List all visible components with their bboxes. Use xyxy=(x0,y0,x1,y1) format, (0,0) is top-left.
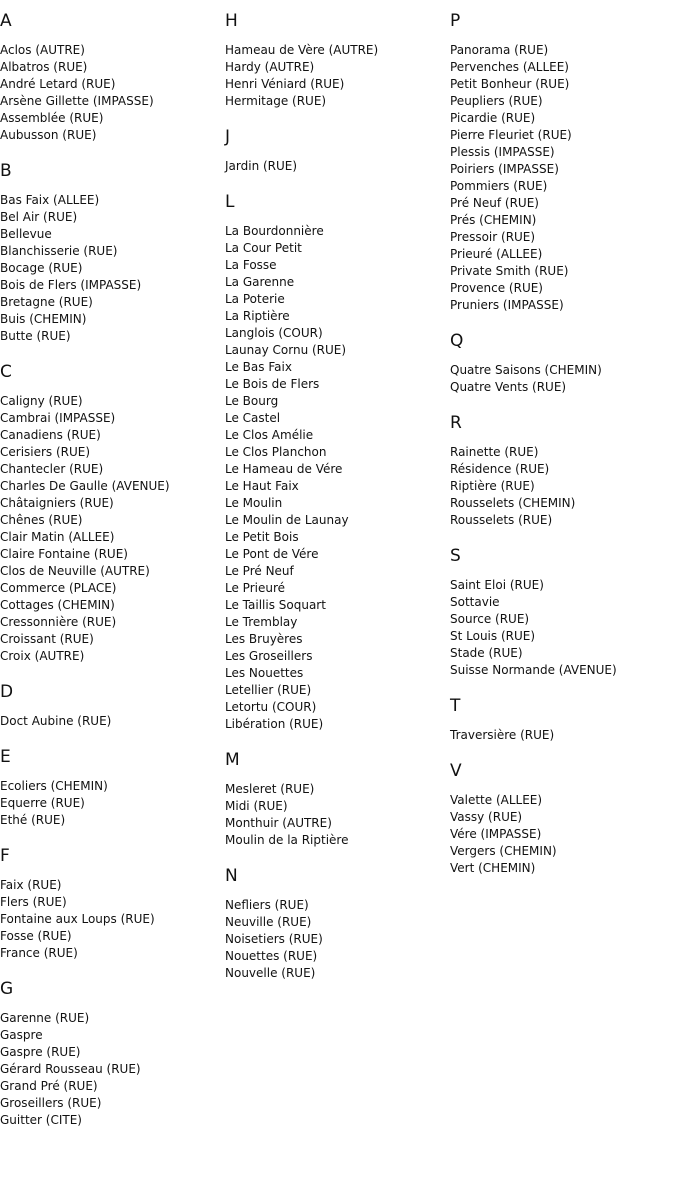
letter-heading: S xyxy=(450,546,461,566)
letter-group xyxy=(0,161,222,345)
street-item: Clair Matin (ALLEE) xyxy=(0,530,115,544)
letter-group xyxy=(0,11,222,144)
street-item: Le Moulin xyxy=(225,496,283,510)
street-item: Vert (CHEMIN) xyxy=(450,861,536,875)
street-item: Panorama (RUE) xyxy=(450,43,549,57)
street-item: Le Clos Planchon xyxy=(225,445,327,459)
street-item: Cambrai (IMPASSE) xyxy=(0,411,116,425)
street-item: Caligny (RUE) xyxy=(0,394,83,408)
street-item: Pierre Fleuriet (RUE) xyxy=(450,128,572,142)
street-item: Henri Véniard (RUE) xyxy=(225,77,345,91)
street-item: Le Bourg xyxy=(225,394,279,408)
street-index-column-2 xyxy=(225,11,447,999)
street-item: Les Nouettes xyxy=(225,666,304,680)
street-item: Provence (RUE) xyxy=(450,281,543,295)
street-item: Picardie (RUE) xyxy=(450,111,536,125)
letter-heading: N xyxy=(225,866,238,886)
street-item: André Letard (RUE) xyxy=(0,77,116,91)
street-item: Saint Eloi (RUE) xyxy=(450,578,544,592)
street-item: Prés (CHEMIN) xyxy=(450,213,537,227)
street-item: Vergers (CHEMIN) xyxy=(450,844,557,858)
street-item: Fontaine aux Loups (RUE) xyxy=(0,912,155,926)
street-item: Le Haut Faix xyxy=(225,479,299,493)
street-item: Commerce (PLACE) xyxy=(0,581,117,595)
letter-group xyxy=(0,682,222,730)
street-item: Châtaigniers (RUE) xyxy=(0,496,114,510)
street-item: Arsène Gillette (IMPASSE) xyxy=(0,94,154,108)
street-item: Le Clos Amélie xyxy=(225,428,314,442)
letter-heading: R xyxy=(450,413,462,433)
letter-group xyxy=(0,747,222,829)
street-item: Traversière (RUE) xyxy=(450,728,555,742)
letter-heading: F xyxy=(0,846,10,866)
street-item: Noisetiers (RUE) xyxy=(225,932,323,946)
street-item: Pervenches (ALLEE) xyxy=(450,60,569,74)
street-item: Jardin (RUE) xyxy=(225,159,298,173)
street-item: Rousselets (CHEMIN) xyxy=(450,496,576,510)
letter-heading: A xyxy=(0,11,12,31)
street-item: Flers (RUE) xyxy=(0,895,67,909)
street-item: Private Smith (RUE) xyxy=(450,264,569,278)
street-item: Albatros (RUE) xyxy=(0,60,88,74)
street-item: Pressoir (RUE) xyxy=(450,230,536,244)
letter-group xyxy=(225,866,447,982)
letter-group xyxy=(225,750,447,849)
street-item: Clos de Neuville (AUTRE) xyxy=(0,564,150,578)
street-item: Le Moulin de Launay xyxy=(225,513,349,527)
street-item: La Cour Petit xyxy=(225,241,302,255)
street-item: Fosse (RUE) xyxy=(0,929,72,943)
street-item: Gaspre (RUE) xyxy=(0,1045,81,1059)
letter-group xyxy=(225,11,447,110)
street-item: Aubusson (RUE) xyxy=(0,128,97,142)
street-item: Butte (RUE) xyxy=(0,329,71,343)
letter-heading: G xyxy=(0,979,14,999)
street-item: Bretagne (RUE) xyxy=(0,295,93,309)
street-item: Chênes (RUE) xyxy=(0,513,83,527)
street-item: La Bourdonnière xyxy=(225,224,324,238)
street-item: Hameau de Vère (AUTRE) xyxy=(225,43,379,57)
street-item: Les Bruyères xyxy=(225,632,303,646)
street-item: Plessis (IMPASSE) xyxy=(450,145,555,159)
street-item: Hermitage (RUE) xyxy=(225,94,327,108)
street-item: La Fosse xyxy=(225,258,277,272)
street-item: Moulin de la Riptière xyxy=(225,833,349,847)
street-item: Doct Aubine (RUE) xyxy=(0,714,112,728)
street-item: Le Tremblay xyxy=(225,615,298,629)
street-item: La Poterie xyxy=(225,292,285,306)
street-item: Cerisiers (RUE) xyxy=(0,445,91,459)
street-item: Gaspre xyxy=(0,1028,43,1042)
street-item: Hardy (AUTRE) xyxy=(225,60,315,74)
street-item: Pruniers (IMPASSE) xyxy=(450,298,564,312)
street-item: France (RUE) xyxy=(0,946,78,960)
street-item: Letellier (RUE) xyxy=(225,683,312,697)
street-item: Source (RUE) xyxy=(450,612,530,626)
street-item: Mesleret (RUE) xyxy=(225,782,315,796)
letter-heading: M xyxy=(225,750,240,770)
letter-group xyxy=(225,192,447,733)
letter-heading: V xyxy=(450,761,462,781)
street-item: Equerre (RUE) xyxy=(0,796,85,810)
street-item: Claire Fontaine (RUE) xyxy=(0,547,128,561)
street-item: Chantecler (RUE) xyxy=(0,462,104,476)
street-item: Le Taillis Soquart xyxy=(225,598,326,612)
street-index-column-1 xyxy=(0,11,222,1146)
street-item: Le Bois de Flers xyxy=(225,377,320,391)
street-item: Blanchisserie (RUE) xyxy=(0,244,118,258)
street-item: Quatre Vents (RUE) xyxy=(450,380,567,394)
letter-group xyxy=(450,761,672,877)
street-item: Quatre Saisons (CHEMIN) xyxy=(450,363,602,377)
letter-group xyxy=(450,546,672,679)
street-item: Le Prieuré xyxy=(225,581,286,595)
street-item: Le Pont de Vére xyxy=(225,547,319,561)
street-item: St Louis (RUE) xyxy=(450,629,536,643)
street-item: Résidence (RUE) xyxy=(450,462,550,476)
street-item: Nefliers (RUE) xyxy=(225,898,309,912)
street-item: Ethé (RUE) xyxy=(0,813,66,827)
street-item: Petit Bonheur (RUE) xyxy=(450,77,570,91)
letter-heading: L xyxy=(225,192,235,212)
letter-group xyxy=(450,11,672,314)
street-item: Rousselets (RUE) xyxy=(450,513,553,527)
letter-heading: P xyxy=(450,11,461,31)
street-item: Faix (RUE) xyxy=(0,878,62,892)
street-item: Sottavie xyxy=(450,595,500,609)
letter-heading: B xyxy=(0,161,12,181)
street-item: Bas Faix (ALLEE) xyxy=(0,193,100,207)
street-item: Groseillers (RUE) xyxy=(0,1096,102,1110)
street-item: Langlois (COUR) xyxy=(225,326,323,340)
street-item: Aclos (AUTRE) xyxy=(0,43,85,57)
letter-heading: Q xyxy=(450,331,464,351)
street-item: Bellevue xyxy=(0,227,52,241)
street-item: Rainette (RUE) xyxy=(450,445,539,459)
street-item: Launay Cornu (RUE) xyxy=(225,343,347,357)
letter-heading: T xyxy=(450,696,461,716)
street-item: Bel Air (RUE) xyxy=(0,210,78,224)
street-item: Letortu (COUR) xyxy=(225,700,317,714)
street-item: Stade (RUE) xyxy=(450,646,523,660)
street-item: Les Groseillers xyxy=(225,649,313,663)
street-item: Bois de Flers (IMPASSE) xyxy=(0,278,142,292)
street-item: Bocage (RUE) xyxy=(0,261,83,275)
street-index-column-3 xyxy=(450,11,672,894)
letter-group xyxy=(225,127,447,175)
street-item: Cressonnière (RUE) xyxy=(0,615,117,629)
street-item: Monthuir (AUTRE) xyxy=(225,816,332,830)
street-item: Nouvelle (RUE) xyxy=(225,966,316,980)
street-item: La Garenne xyxy=(225,275,295,289)
street-item: Poiriers (IMPASSE) xyxy=(450,162,559,176)
street-item: Guitter (CITE) xyxy=(0,1113,82,1127)
street-item: Pommiers (RUE) xyxy=(450,179,548,193)
street-item: Garenne (RUE) xyxy=(0,1011,90,1025)
street-item: Cottages (CHEMIN) xyxy=(0,598,115,612)
street-item: Vére (IMPASSE) xyxy=(450,827,542,841)
street-item: Croix (AUTRE) xyxy=(0,649,85,663)
street-item: Le Petit Bois xyxy=(225,530,299,544)
street-item: Assemblée (RUE) xyxy=(0,111,104,125)
street-item: Vassy (RUE) xyxy=(450,810,523,824)
street-item: Prieuré (ALLEE) xyxy=(450,247,543,261)
letter-group xyxy=(0,979,222,1129)
letter-group xyxy=(0,362,222,665)
street-item: Buis (CHEMIN) xyxy=(0,312,87,326)
street-item: Suisse Normande (AVENUE) xyxy=(450,663,617,677)
street-item: Libération (RUE) xyxy=(225,717,324,731)
street-item: Canadiens (RUE) xyxy=(0,428,101,442)
street-item: Le Bas Faix xyxy=(225,360,292,374)
street-item: Croissant (RUE) xyxy=(0,632,94,646)
letter-group xyxy=(0,846,222,962)
street-item: Neuville (RUE) xyxy=(225,915,312,929)
letter-heading: H xyxy=(225,11,238,31)
street-item: Charles De Gaulle (AVENUE) xyxy=(0,479,170,493)
letter-heading: C xyxy=(0,362,12,382)
letter-heading: E xyxy=(0,747,11,767)
letter-group xyxy=(450,331,672,396)
street-item: La Riptière xyxy=(225,309,290,323)
street-item: Riptière (RUE) xyxy=(450,479,535,493)
letter-group xyxy=(450,696,672,744)
street-item: Le Castel xyxy=(225,411,281,425)
letter-heading: J xyxy=(225,127,231,147)
letter-heading: D xyxy=(0,682,14,702)
street-item: Le Hameau de Vére xyxy=(225,462,343,476)
street-item: Peupliers (RUE) xyxy=(450,94,543,108)
street-item: Midi (RUE) xyxy=(225,799,288,813)
street-item: Gérard Rousseau (RUE) xyxy=(0,1062,141,1076)
street-item: Ecoliers (CHEMIN) xyxy=(0,779,108,793)
street-item: Nouettes (RUE) xyxy=(225,949,318,963)
street-item: Pré Neuf (RUE) xyxy=(450,196,539,210)
street-item: Grand Pré (RUE) xyxy=(0,1079,98,1093)
letter-group xyxy=(450,413,672,529)
street-item: Valette (ALLEE) xyxy=(450,793,543,807)
street-item: Le Pré Neuf xyxy=(225,564,294,578)
